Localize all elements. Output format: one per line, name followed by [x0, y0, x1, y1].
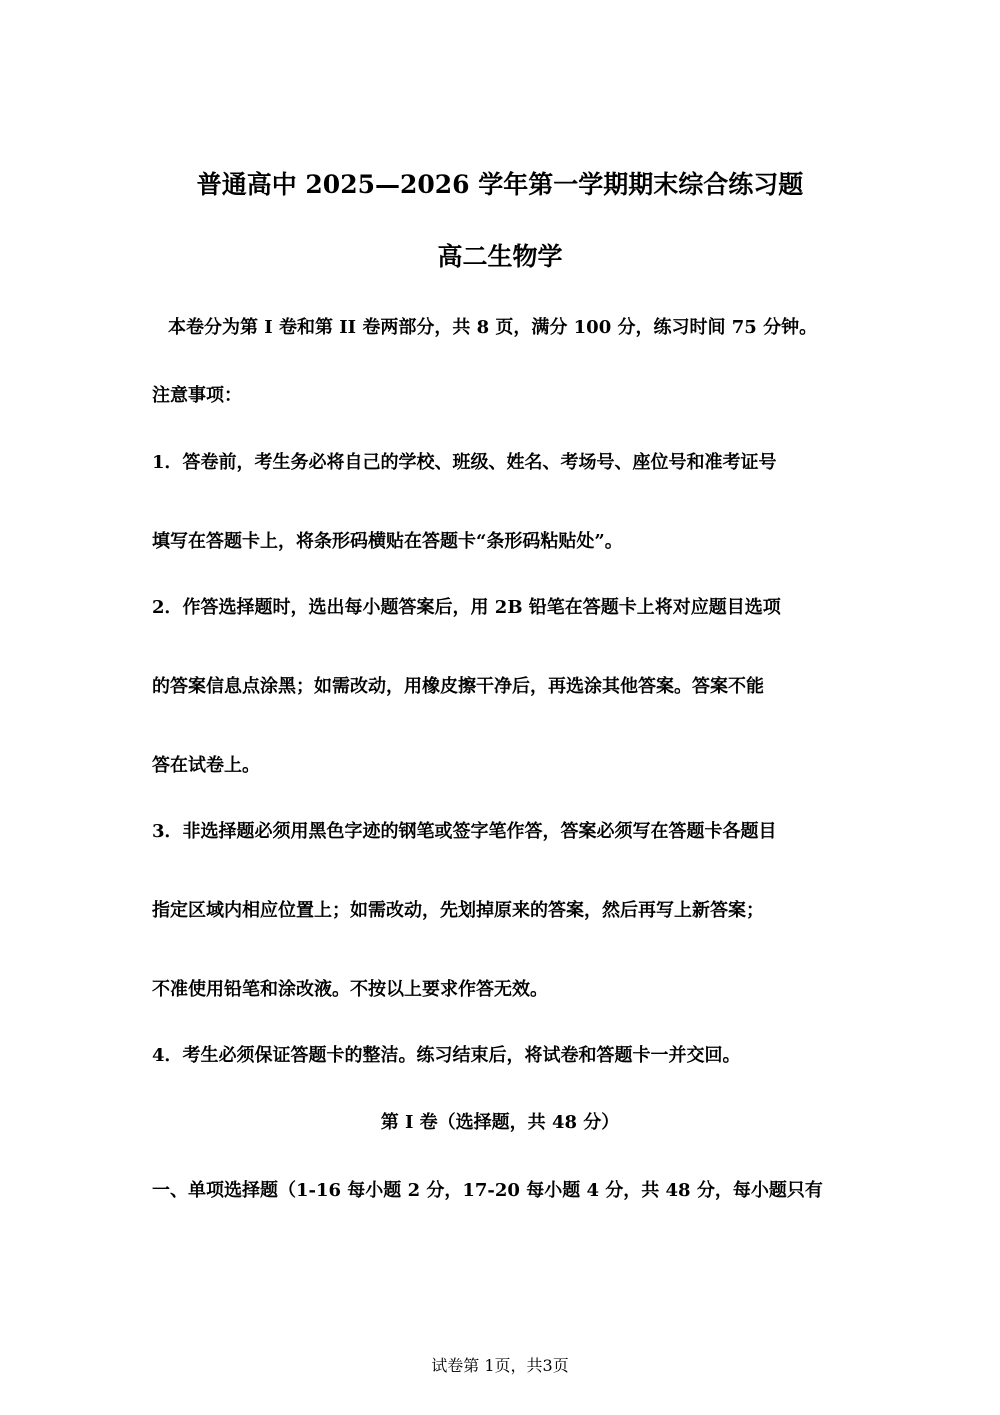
- exam-intro: 本卷分为第 I 卷和第 II 卷两部分，共 8 页，满分 100 分，练习时间 75 分钟。: [168, 317, 818, 338]
- notice-line: 答在试卷上。: [152, 755, 260, 776]
- notice-line: 1．答卷前，考生务必将自己的学校、班级、姓名、考场号、座位号和准考证号: [152, 452, 777, 473]
- notice-heading: 注意事项：: [152, 385, 242, 406]
- exam-subject: 高二生物学: [437, 242, 563, 271]
- notice-line: 指定区域内相应位置上；如需改动，先划掉原来的答案，然后再写上新答案；: [152, 900, 764, 921]
- notice-line: 3．非选择题必须用黑色字迹的钢笔或签字笔作答，答案必须写在答题卡各题目: [152, 821, 777, 842]
- section-heading: 第 I 卷（选择题，共 48 分）: [380, 1112, 620, 1133]
- part-one-heading: 一、单项选择题（1-16 每小题 2 分，17-20 每小题 4 分，共 48 分，每小题只有: [152, 1180, 823, 1201]
- notice-line: 填写在答题卡上，将条形码横贴在答题卡“条形码粘贴处”。: [152, 531, 623, 552]
- page-footer: 试卷第 1页，共3页: [431, 1356, 569, 1375]
- notice-line: 4．考生必须保证答题卡的整洁。练习结束后，将试卷和答题卡一并交回。: [152, 1045, 741, 1066]
- notice-line: 2．作答选择题时，选出每小题答案后，用 2B 铅笔在答题卡上将对应题目选项: [152, 597, 781, 618]
- exam-title: 普通高中 2025—2026 学年第一学期期末综合练习题: [196, 170, 804, 199]
- notice-line: 的答案信息点涂黑；如需改动，用橡皮擦干净后，再选涂其他答案。答案不能: [152, 676, 764, 697]
- notice-line: 不准使用铅笔和涂改液。不按以上要求作答无效。: [152, 979, 548, 1000]
